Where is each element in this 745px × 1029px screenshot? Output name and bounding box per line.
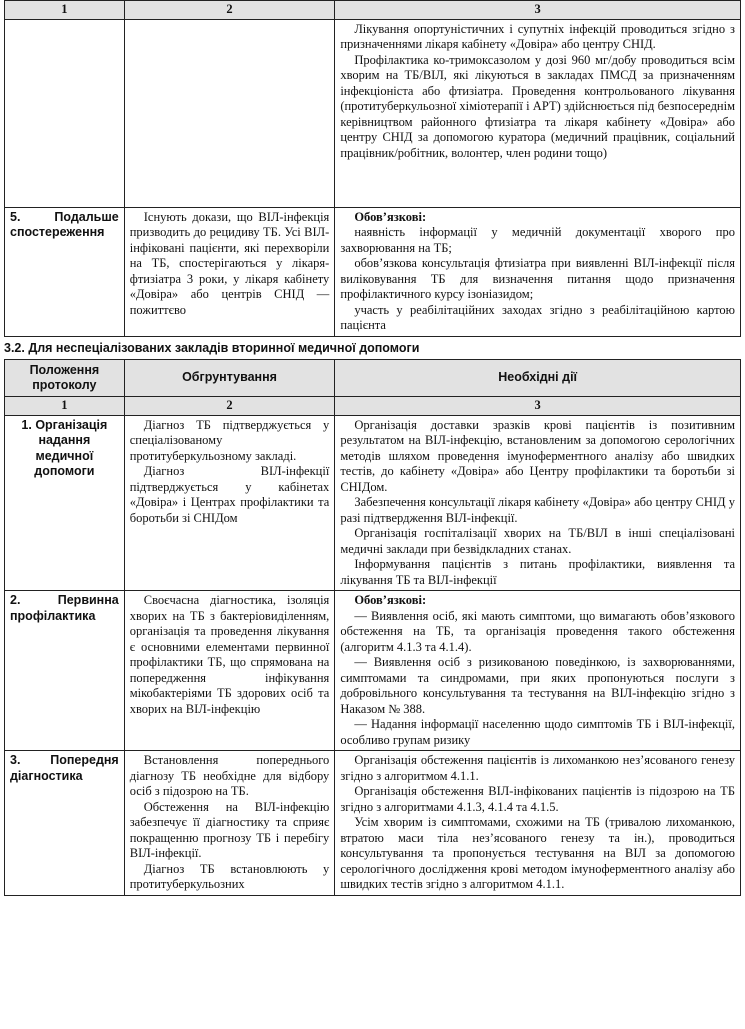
paragraph: Усім хворим із симптомами, схожими на ТБ (тривалою лихоманкою, втратою маси тіла нез’ясованого генезу та ін.), проводиться консультування та пропонується тестування на ВІЛ за допомогою серологічного дослідження крові методом імуноферментного аналізу або швидких тестів згідно з алгоритмом 4.1.1. [340, 815, 735, 891]
paragraph: Профілактика ко-тримоксазолом у дозі 960 мг/добу проводиться всім хворим на ТБ/ВІЛ, які лікуються в закладах ПМСД за призначенням інфекціоніста або фтизіатра. Проведення контрольованого лікування (протитуберкульозної хіміотерапії і АРТ) здійснюється під безпосереднім керівництвом районного фтизіатра та лікаря кабінету «Довіра» або центру СНІД за допомогою куратора (медичний працівник, соціальний працівник/робітник, волонтер, член родини тощо) [340, 52, 735, 160]
protocol-table-secondary-care [4, 359, 741, 896]
col-number-2: 2 [124, 1, 335, 20]
paragraph: Обстеження на ВІЛ-інфекцію забезпечує її діагностику та сприяє покращенню прогнозу ТБ і перебігу ВІЛ-інфекції. [129, 799, 330, 860]
paragraph: участь у реабілітаційних заходах згідно з реабілітаційною картою пацієнта [340, 302, 735, 332]
table-row [5, 19, 741, 207]
protocol-item-label: 3. Попередня діагностика [10, 753, 119, 783]
protocol-item-label: 2. Первинна профілактика [10, 593, 119, 623]
actions-cell [335, 19, 741, 207]
mandatory-heading: Обов’язкові: [354, 209, 427, 224]
paragraph: Забезпечення консультації лікаря кабінету «Довіра» або центру СНІД у разі підтвердження ВІЛ-інфекції. [340, 495, 735, 525]
actions-cell [335, 415, 741, 591]
paragraph: — Виявлення осіб, які мають симптоми, що вимагають обов’язкового обстеження на ТБ, та організація проведення такого обстеження (алгоритм 4.1.3 та 4.1.4). [340, 608, 735, 654]
paragraph: Діагноз ВІЛ-інфекції підтверджується у кабінетах «Довіра» і Центрах профілактики та боротьби зі СНІДом [129, 464, 330, 525]
col-number-1: 1 [5, 1, 125, 20]
col-number-3: 3 [335, 1, 741, 20]
paragraph: Інформування пацієнтів з питань профілактики, виявлення та лікування ТБ та ВІЛ-інфекції [340, 557, 735, 587]
paragraph: — Надання інформації населенню щодо симптомів ТБ і ВІЛ-інфекції, особливо групам ризику [340, 717, 735, 747]
paragraph: Організація доставки зразків крові пацієнтів із позитивним результатом на ВІЛ-інфекцію, встановленим за допомогою серологічних методів шляхом проведення імуноферментного аналізу або швидких тестів, до кабінету «Довіра» або Центру профілактики та боротьби зі СНІДом. [340, 417, 735, 494]
paragraph: Організація обстеження пацієнтів із лихоманкою нез’ясованого генезу згідно з алгоритмом 4.1.1. [340, 753, 735, 783]
column-number-row [5, 397, 741, 416]
paragraph: наявність інформації у медичній документації хворого про захворювання на ТБ; [340, 225, 735, 255]
paragraph: Діагноз ТБ встановлюють у протитуберкульозних [129, 861, 330, 891]
paragraph: — Виявлення осіб з ризикованою поведінкою, із захворюваннями, симптомами та синдромами, при яких пропонуються послуги з добровільного консультування та тестування на ВІЛ-інфекцію згідно з Наказом № 388. [340, 655, 735, 716]
actions-cell [335, 591, 741, 751]
paragraph: Встановлення попереднього діагнозу ТБ необхідне для відбору осіб з підозрою на ТБ. [129, 753, 330, 798]
protocol-item-cell [5, 591, 125, 751]
protocol-item-cell [5, 751, 125, 896]
section-title: 3.2. Для неспеціалізованих закладів вторинної медичної допомоги [4, 340, 420, 355]
justification-cell [124, 207, 335, 336]
paragraph: Організація обстеження ВІЛ-інфікованих пацієнтів із підозрою на ТБ згідно з алгоритмами 4.1.3, 4.1.4 та 4.1.5. [340, 784, 735, 814]
actions-cell [335, 751, 741, 896]
header-actions: Необхідні дії [335, 360, 741, 397]
justification-cell [124, 751, 335, 896]
header-row [5, 360, 741, 397]
paragraph: обов’язкова консультація фтизіатра при виявленні ВІЛ-інфекції після виліковування ТБ для визначення питання щодо призначення профілактичного курсу ізоніазидом; [340, 256, 735, 301]
paragraph: Організація госпіталізації хворих на ТБ/ВІЛ в інші спеціалізовані медичні заклади при безвідкладних станах. [340, 526, 735, 556]
paragraph: Своєчасна діагностика, ізоляція хворих на ТБ з бактеріовиділенням, організація та проведення лікування є основними елементами первинної профілактики ТБ, що спрямована на попередження інфікування мікобактеріями ТБ здорових осіб та хворих на ВІЛ-інфекцію [129, 593, 330, 716]
protocol-item-cell [5, 207, 125, 336]
table-row [5, 591, 741, 751]
table-row [5, 415, 741, 591]
empty-cell [5, 19, 125, 207]
header-justification: Обгрунтування [124, 360, 335, 397]
paragraph: Існують докази, що ВІЛ-інфекція призводить до рецидиву ТБ. Усі ВІЛ-інфіковані пацієнти, які перехворіли на ТБ, спостерігаються у лікаря-фтизіатра 3 роки, у лікаря кабінету «Довіра» або центрів СНІД — пожиттєво [129, 209, 330, 317]
protocol-item-label: 1. Організація надання медичної допомоги [21, 417, 108, 478]
paragraph: Діагноз ТБ підтверджується у спеціалізованому протитуберкульозному закладі. [129, 417, 330, 463]
col-number-3: 3 [335, 397, 741, 416]
protocol-table-continued [4, 0, 741, 337]
justification-cell [124, 415, 335, 591]
col-number-1: 1 [5, 397, 125, 416]
column-number-row [5, 1, 741, 20]
paragraph: Лікування опортуністичних і супутніх інфекцій проводиться згідно з призначеннями лікаря кабінету «Довіра» або центру СНІД. [340, 21, 735, 51]
actions-cell [335, 207, 741, 336]
header-protocol: Положення протоколу [5, 360, 125, 397]
table-row [5, 751, 741, 896]
col-number-2: 2 [124, 397, 335, 416]
mandatory-heading: Обов’язкові: [354, 593, 427, 607]
justification-cell [124, 591, 335, 751]
protocol-item-cell [5, 415, 125, 591]
table-row [5, 207, 741, 336]
protocol-item-label: 5. Подальше спостереження [10, 209, 119, 239]
empty-cell [124, 19, 335, 207]
